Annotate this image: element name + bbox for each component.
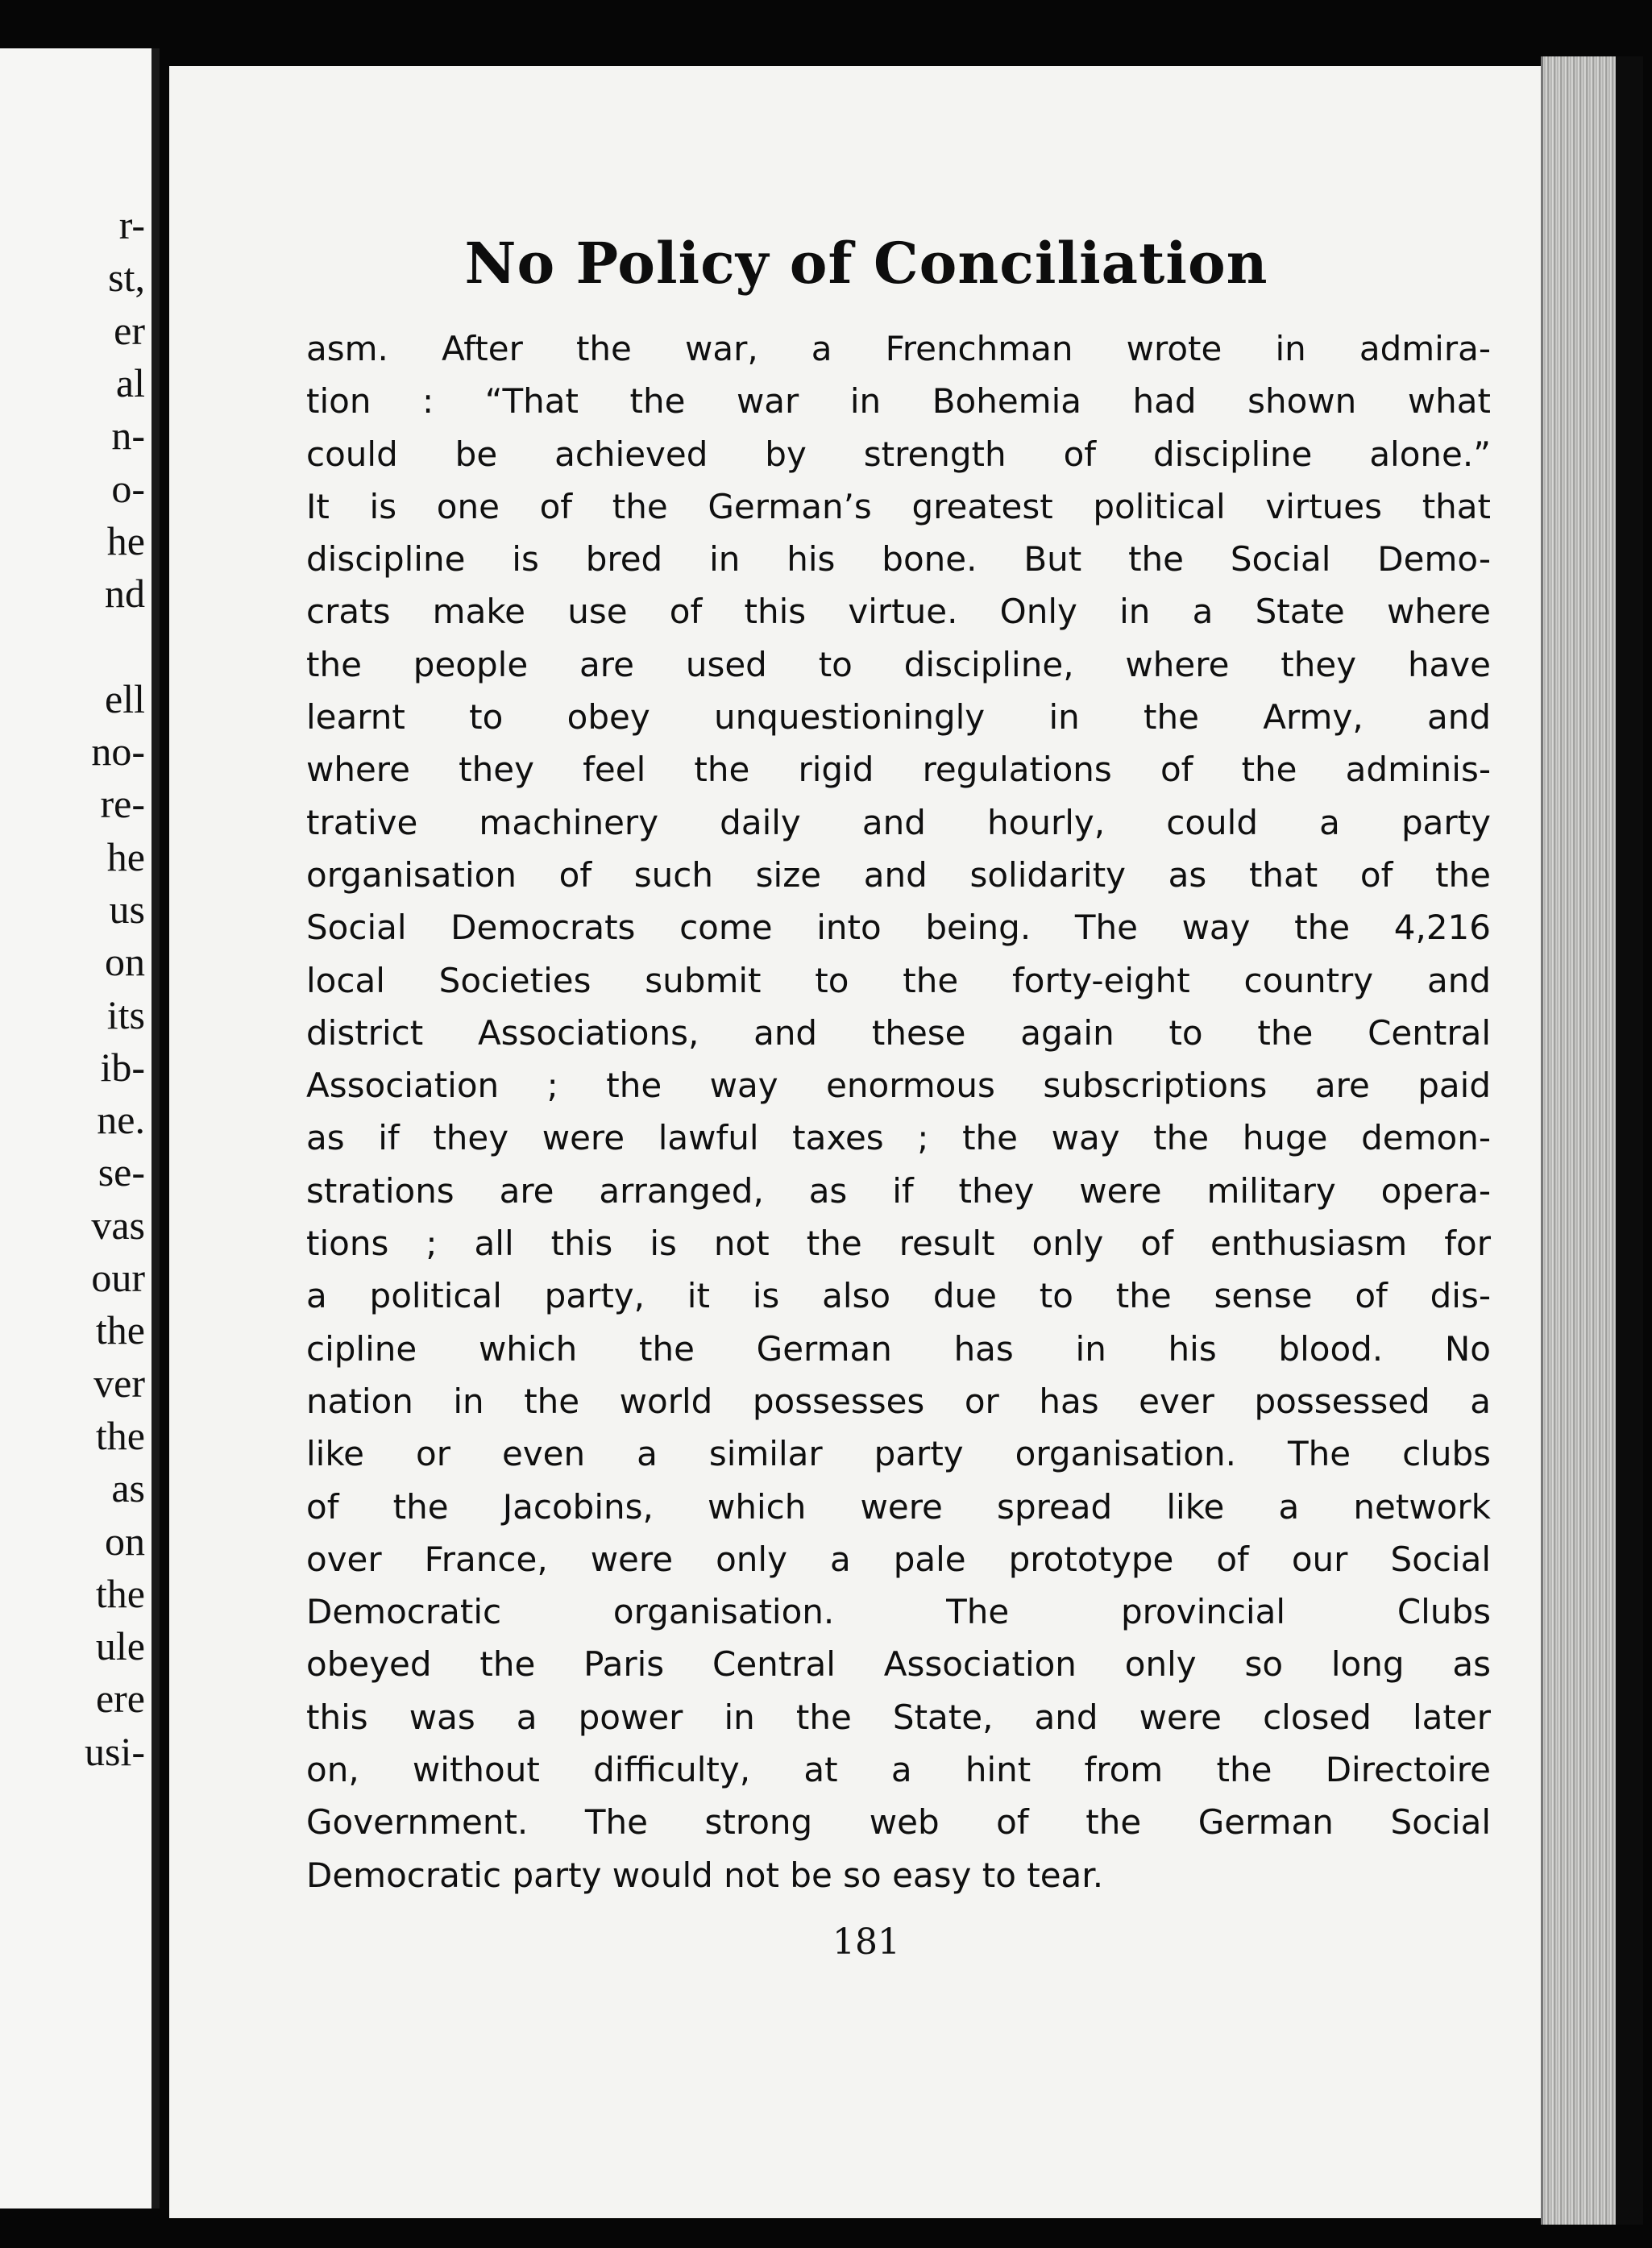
left-page-line-fragment: ell xyxy=(105,675,145,721)
left-page-line-fragment: on xyxy=(105,939,145,985)
text-line: over France, were only a pale prototype of our Social xyxy=(306,1539,1491,1579)
text-line: It is one of the German’s greatest political virtues that xyxy=(306,486,1491,526)
left-page-line-fragment: ne. xyxy=(97,1097,145,1143)
left-page-line-fragment: re- xyxy=(100,781,145,827)
left-page-line-fragment: vas xyxy=(91,1202,145,1248)
left-page-line-fragment: he xyxy=(106,517,145,563)
left-page-line-fragment: the xyxy=(95,1307,145,1353)
text-line: like or even a similar party organisation. The clubs xyxy=(306,1434,1491,1474)
left-page-line-fragment: the xyxy=(95,1570,145,1616)
text-line: Government. The strong web of the German Social xyxy=(306,1802,1491,1843)
page-number: 181 xyxy=(832,1922,900,1963)
left-page-line-fragment: as xyxy=(111,1465,145,1511)
left-page-line-fragment: our xyxy=(91,1255,145,1300)
text-line: tion : “That the war in Bohemia had shown what xyxy=(306,381,1491,422)
text-line: crats make use of this virtue. Only in a State where xyxy=(306,592,1491,632)
left-page-line-fragment: he xyxy=(106,833,145,879)
left-page-line-fragment: ver xyxy=(93,1360,145,1406)
left-page-line-fragment: ib- xyxy=(100,1044,145,1090)
left-page-line-fragment: usi- xyxy=(85,1728,145,1774)
running-head: No Policy of Conciliation xyxy=(464,230,1268,297)
left-page-line-fragment: no- xyxy=(91,729,145,774)
left-page-line-fragment: ere xyxy=(95,1676,145,1722)
text-line: Social Democrats come into being. The way the 4,216 xyxy=(306,908,1491,948)
text-line: Democratic organisation. The provincial Clubs xyxy=(306,1592,1491,1632)
text-line: learnt to obey unquestioningly in the Army, and xyxy=(306,697,1491,738)
text-line: asm. After the war, a Frenchman wrote in admira- xyxy=(306,329,1491,368)
book-page xyxy=(169,66,1563,2218)
left-page-line-fragment: se- xyxy=(98,1149,145,1195)
text-line: local Societies submit to the forty-eight country and xyxy=(306,960,1491,1000)
left-page-line-fragment: er xyxy=(114,307,145,353)
text-line: discipline is bred in his bone. But the Social Demo- xyxy=(306,539,1491,580)
page-edges xyxy=(1541,56,1616,2225)
text-line: cipline which the German has in his blood. No xyxy=(306,1328,1491,1369)
left-page-line-fragment: r- xyxy=(118,202,145,247)
left-page-line-fragment: on xyxy=(105,1518,145,1564)
text-line: organisation of such size and solidarity as that of the xyxy=(306,854,1491,895)
text-line: obeyed the Paris Central Association only so long as xyxy=(306,1644,1491,1685)
text-line: trative machinery daily and hourly, could a party xyxy=(306,802,1491,842)
text-line: where they feel the rigid regulations of the adminis- xyxy=(306,750,1491,790)
left-page-fragments xyxy=(0,48,152,2209)
body-text xyxy=(306,322,1491,1901)
text-line: could be achieved by strength of discipline alone.” xyxy=(306,434,1491,474)
text-line: tions ; all this is not the result only of enthusiasm for xyxy=(306,1224,1491,1264)
text-line: of the Jacobins, which were spread like a network xyxy=(306,1486,1491,1527)
text-line: strations are arranged, as if they were military opera- xyxy=(306,1170,1491,1211)
text-line: as if they were lawful taxes ; the way the huge demon- xyxy=(306,1118,1491,1158)
text-line: a political party, it is also due to the sense of dis- xyxy=(306,1276,1491,1316)
text-line: district Associations, and these again to the Central xyxy=(306,1012,1491,1053)
left-page-line-fragment: its xyxy=(106,991,145,1037)
left-page-line-fragment: n- xyxy=(111,413,145,459)
left-page-line-fragment: the xyxy=(95,1412,145,1458)
left-page-edge xyxy=(0,48,160,2209)
left-page-line-fragment: al xyxy=(115,359,145,405)
left-page-line-fragment: o- xyxy=(111,465,145,511)
left-page-line-fragment: st, xyxy=(108,255,145,301)
text-line: Association ; the way enormous subscriptions are paid xyxy=(306,1066,1491,1106)
left-page-line-fragment: nd xyxy=(105,571,145,617)
text-line: this was a power in the State, and were closed later xyxy=(306,1697,1491,1737)
text-line: Democratic party would not be so easy to tear. xyxy=(306,1855,1104,1895)
text-line: the people are used to discipline, where they have xyxy=(306,644,1491,684)
text-line: on, without difficulty, at a hint from the Directoire xyxy=(306,1750,1491,1790)
text-line: nation in the world possesses or has ever possessed a xyxy=(306,1381,1491,1421)
left-page-line-fragment: ule xyxy=(95,1623,145,1669)
left-page-line-fragment: us xyxy=(109,886,145,932)
